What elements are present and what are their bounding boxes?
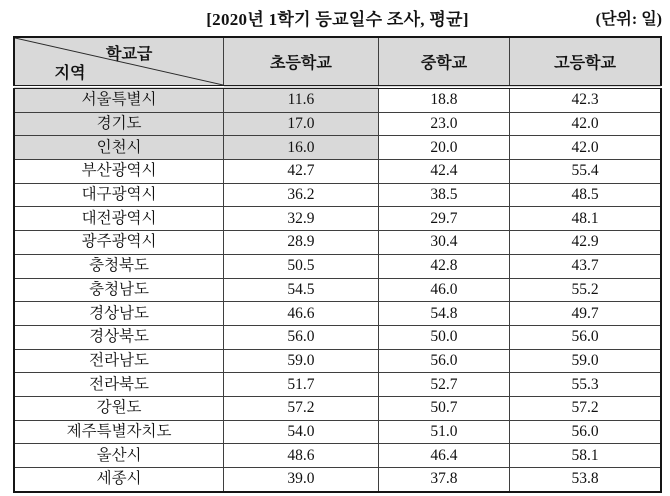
value-cell: 55.4 — [510, 160, 661, 184]
value-cell: 20.0 — [378, 136, 509, 160]
corner-header-cell — [14, 37, 224, 87]
table-row — [14, 302, 661, 326]
region-cell: 강원도 — [14, 396, 224, 420]
table-row — [14, 112, 661, 136]
region-cell: 전라남도 — [14, 349, 224, 373]
value-cell: 50.5 — [224, 254, 379, 278]
value-cell: 46.0 — [378, 278, 509, 302]
value-cell: 11.6 — [224, 87, 379, 112]
value-cell: 59.0 — [510, 349, 661, 373]
column-header-high: 고등학교 — [510, 37, 661, 87]
region-cell: 경상북도 — [14, 325, 224, 349]
region-cell: 부산광역시 — [14, 160, 224, 184]
table-row — [14, 444, 661, 468]
corner-label-school-level: 학교급 — [106, 46, 153, 63]
value-cell: 58.1 — [510, 444, 661, 468]
unit-label: (단위: 일) — [595, 11, 662, 28]
value-cell: 39.0 — [224, 468, 379, 492]
value-cell: 42.7 — [224, 160, 379, 184]
table-row — [14, 207, 661, 231]
table-row — [14, 254, 661, 278]
value-cell: 55.3 — [510, 373, 661, 397]
value-cell: 42.0 — [510, 112, 661, 136]
value-cell: 46.6 — [224, 302, 379, 326]
corner-label-region: 지역 — [54, 65, 86, 82]
region-cell: 제주특별자치도 — [14, 420, 224, 444]
table-row — [14, 87, 661, 112]
value-cell: 17.0 — [224, 112, 379, 136]
region-cell: 전라북도 — [14, 373, 224, 397]
value-cell: 23.0 — [378, 112, 509, 136]
column-header-elementary: 초등학교 — [224, 37, 379, 87]
value-cell: 38.5 — [378, 183, 509, 207]
value-cell: 42.9 — [510, 231, 661, 255]
region-cell: 세종시 — [14, 468, 224, 492]
value-cell: 57.2 — [224, 396, 379, 420]
table-row — [14, 373, 661, 397]
region-cell: 충청북도 — [14, 254, 224, 278]
region-cell: 대구광역시 — [14, 183, 224, 207]
value-cell: 56.0 — [510, 420, 661, 444]
table-row — [14, 396, 661, 420]
page-title: [2020년 1학기 등교일수 조사, 평균] — [206, 10, 469, 29]
table-row — [14, 420, 661, 444]
value-cell: 42.0 — [510, 136, 661, 160]
value-cell: 29.7 — [378, 207, 509, 231]
value-cell: 56.0 — [510, 325, 661, 349]
value-cell: 52.7 — [378, 373, 509, 397]
table-row — [14, 183, 661, 207]
value-cell: 56.0 — [378, 349, 509, 373]
value-cell: 32.9 — [224, 207, 379, 231]
value-cell: 50.7 — [378, 396, 509, 420]
table-row — [14, 278, 661, 302]
region-cell: 경기도 — [14, 112, 224, 136]
table-row — [14, 231, 661, 255]
value-cell: 37.8 — [378, 468, 509, 492]
region-cell: 경상남도 — [14, 302, 224, 326]
value-cell: 18.8 — [378, 87, 509, 112]
value-cell: 48.6 — [224, 444, 379, 468]
value-cell: 42.3 — [510, 87, 661, 112]
value-cell: 56.0 — [224, 325, 379, 349]
value-cell: 59.0 — [224, 349, 379, 373]
table-row — [14, 136, 661, 160]
value-cell: 51.0 — [378, 420, 509, 444]
table-row — [14, 349, 661, 373]
value-cell: 42.4 — [378, 160, 509, 184]
value-cell: 28.9 — [224, 231, 379, 255]
value-cell: 57.2 — [510, 396, 661, 420]
region-cell: 대전광역시 — [14, 207, 224, 231]
column-header-middle: 중학교 — [378, 37, 509, 87]
value-cell: 54.8 — [378, 302, 509, 326]
region-cell: 충청남도 — [14, 278, 224, 302]
value-cell: 54.0 — [224, 420, 379, 444]
value-cell: 43.7 — [510, 254, 661, 278]
table-row — [14, 325, 661, 349]
value-cell: 30.4 — [378, 231, 509, 255]
value-cell: 16.0 — [224, 136, 379, 160]
region-cell: 인천시 — [14, 136, 224, 160]
table-row — [14, 160, 661, 184]
table-row — [14, 468, 661, 492]
region-cell: 서울특별시 — [14, 87, 224, 112]
title-row — [13, 5, 662, 29]
value-cell: 53.8 — [510, 468, 661, 492]
value-cell: 49.7 — [510, 302, 661, 326]
value-cell: 42.8 — [378, 254, 509, 278]
value-cell: 50.0 — [378, 325, 509, 349]
value-cell: 46.4 — [378, 444, 509, 468]
header-row — [14, 37, 661, 87]
value-cell: 36.2 — [224, 183, 379, 207]
value-cell: 48.5 — [510, 183, 661, 207]
attendance-table — [13, 36, 662, 493]
value-cell: 55.2 — [510, 278, 661, 302]
region-cell: 광주광역시 — [14, 231, 224, 255]
value-cell: 54.5 — [224, 278, 379, 302]
value-cell: 48.1 — [510, 207, 661, 231]
region-cell: 울산시 — [14, 444, 224, 468]
value-cell: 51.7 — [224, 373, 379, 397]
